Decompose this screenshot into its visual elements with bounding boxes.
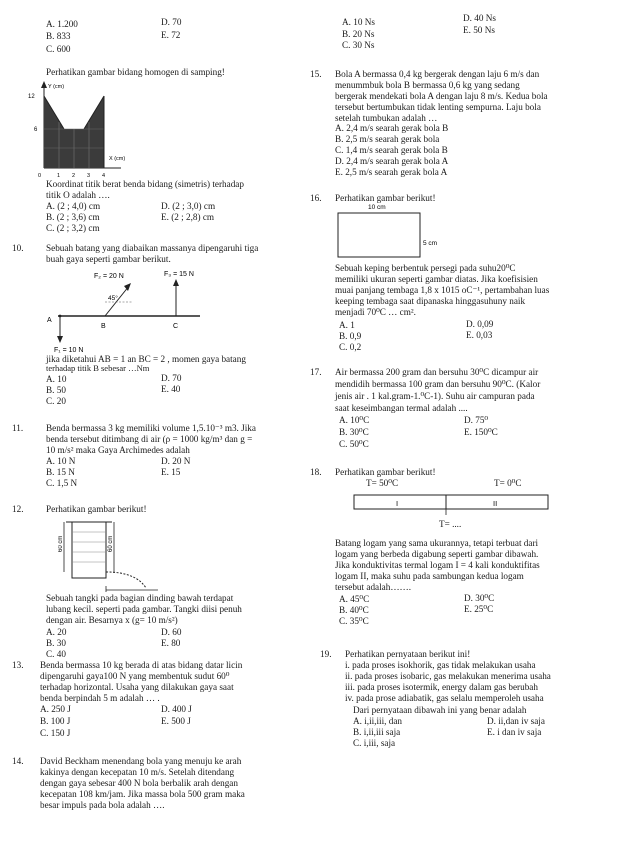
x-tick-4: 4 [102, 173, 106, 179]
q18-option-b: B. 40⁰C [339, 605, 369, 615]
q12-option-e: E. 80 [161, 638, 181, 648]
centroid-option-a: A. (2 ; 4,0) cm [46, 201, 101, 211]
q17-option-c: C. 50⁰C [339, 439, 369, 449]
q13-option-e: E. 500 J [161, 716, 191, 726]
q18-line-1: Batang logam yang sama ukurannya, tetapi terbuat dari [335, 538, 539, 548]
q12-line-1: Sebuah tangki pada bagian dinding bawah terdapat [46, 593, 234, 603]
q12-line-2: lubang kecil. seperti pada gambar. Tangki diisi penuh [46, 604, 242, 614]
plate-height-label: 5 cm [423, 240, 438, 247]
q13-option-a: A. 250 J [40, 704, 71, 714]
x-tick-2: 2 [72, 173, 76, 179]
q15-line-5: setelah tumbukan adalah … [335, 113, 438, 123]
q18-option-d: D. 30⁰C [464, 593, 495, 603]
prev-left-option-c: C. 600 [46, 44, 71, 54]
q15-option-e: E. 2,5 m/s searah gerak bola A [335, 167, 448, 177]
q10-option-e: E. 40 [161, 384, 181, 394]
q16-option-d: D. 0,09 [466, 319, 494, 329]
q16-line-2: memiliki ukuran seperti gambar diatas. Jika koefisisien [335, 274, 538, 284]
q16-stem: Perhatikan gambar berikut! [335, 193, 436, 203]
q13-line-3: terhadap horizontal. Usaha yang dilakukan gaya saat [40, 682, 234, 692]
q17-line-2: mendidih bermassa 100 gram dan bersuhu 90⁰C. (Kalor [335, 379, 541, 389]
q11-option-e: E. 15 [161, 467, 181, 477]
q13-number: 13. [12, 660, 24, 670]
y-tick-6: 6 [34, 127, 38, 133]
q10-option-d: D. 70 [161, 373, 182, 383]
q16-line-1: Sebuah keping berbentuk persegi pada suhu20⁰C [335, 263, 516, 273]
q12-option-b: B. 30 [46, 638, 66, 648]
q12-option-c: C. 40 [46, 649, 66, 659]
q15-line-1: Bola A bermassa 0,4 kg bergerak dengan laju 6 m/s dan [335, 69, 540, 79]
q10-line-4: terhadap titik B sebesar …Nm [46, 363, 150, 373]
q10-line-2: buah gaya seperti gambar berikut. [46, 254, 171, 264]
q10-option-a: A. 10 [46, 374, 67, 384]
centroid-option-b: B. (2 ; 3,6) cm [46, 212, 100, 222]
centroid-question-stem: Perhatikan gambar bidang homogen di samping! [46, 67, 225, 77]
q16-line-4: keeping tembaga saat dipanaska hinggasuhuny naik [335, 296, 526, 306]
prev-left-option-a: A. 1.200 [46, 19, 78, 29]
q17-line-4: saat keseimbangan termal adalah .... [335, 403, 468, 413]
force-f1-label: F₁ = 10 N [54, 347, 84, 354]
y-tick-12: 12 [28, 94, 35, 100]
dimension-label-left: 60 cm [58, 535, 64, 552]
q15-line-2: menummbuk bola B bermassa 0,6 kg yang sedang [335, 80, 520, 90]
q14-line-5: besar impuls pada bola adalah …. [40, 800, 165, 810]
q13-option-d: D. 400 J [161, 704, 192, 714]
q19-option-e: E. i dan iv saja [487, 727, 542, 737]
q15-option-d: D. 2,4 m/s searah gerak bola A [335, 156, 449, 166]
q14-line-3: dengan gaya sebesar 400 N bola berbalik arah dengan [40, 778, 238, 788]
q19-line-3: iii. pada proses isotermik, energy dalam gas berubah [345, 682, 538, 692]
q16-option-b: B. 0,9 [339, 331, 362, 341]
q18-line-3: Jika konduktivitas termal logam I = 4 kali konduktifitas [335, 560, 540, 570]
q12-number: 12. [12, 504, 24, 514]
q19-option-b: B. i,ii,iii saja [353, 727, 401, 737]
q17-line-3: jenis air . 1 kal.gram-1.⁰C-1). Suhu air campuran pada [335, 391, 535, 401]
q10-option-c: C. 20 [46, 396, 66, 406]
q15-option-a: A. 2,4 m/s searah gerak bola B [335, 123, 449, 133]
y-axis-label: Y (cm) [48, 84, 65, 90]
q11-line-3: 10 m/s² maka Gaya Archimedes adalah [46, 445, 190, 455]
q17-option-e: E. 150⁰C [464, 427, 498, 437]
plate-width-label: 10 cm [368, 204, 386, 211]
q10-number: 10. [12, 243, 24, 253]
centroid-figure [26, 78, 138, 180]
q16-option-e: E. 0,03 [466, 330, 493, 340]
q12-option-d: D. 60 [161, 627, 182, 637]
q19-option-a: A. i,ii,iii, dan [353, 716, 402, 726]
prev-left-option-e: E. 72 [161, 30, 181, 40]
prev-right-option-a: A. 10 Ns [342, 17, 375, 27]
q19-line-4: iv. pada prose adiabatik, gas selalu memperoleh usaha [345, 693, 544, 703]
q19-option-d: D. ii,dan iv saja [487, 716, 545, 726]
x-tick-0: 0 [38, 173, 42, 179]
q11-line-2: benda tersebut ditimbang di air (ρ = 1000 kg/m³ dan g = [46, 434, 253, 444]
q18-option-e: E. 25⁰C [464, 604, 494, 614]
q13-line-4: benda berpindah 5 m adalah … . [40, 693, 160, 703]
q18-option-c: C. 35⁰C [339, 616, 369, 626]
q18-line-2: logam yang berbeda digabung seperti gambar dibawah. [335, 549, 539, 559]
q19-option-c: C. i,iii, saja [353, 738, 396, 748]
q19-number: 19. [320, 649, 332, 659]
force-f2-label: F₂ = 20 N [94, 273, 124, 280]
q16-number: 16. [310, 193, 322, 203]
q15-line-4: tersebut bertumbukan tidak lenting sempurna. Laju bola [335, 102, 541, 112]
x-tick-3: 3 [87, 173, 91, 179]
q12-tank-figure [58, 518, 188, 594]
q17-option-b: B. 30⁰C [339, 427, 369, 437]
q12-line-3: dengan air. Besarnya x (g= 10 m/s²) [46, 615, 178, 625]
q12-stem: Perhatikan gambar berikut! [46, 504, 147, 514]
q18-number: 18. [310, 467, 322, 477]
q11-option-c: C. 1,5 N [46, 478, 78, 488]
q16-line-5: menjadi 70⁰C … cm². [335, 307, 416, 317]
q13-option-c: C. 150 J [40, 728, 71, 738]
rod-label-ii: II [493, 499, 498, 508]
q19-line-1: i. pada proses isokhorik, gas tidak melakukan usaha [345, 660, 536, 670]
prev-left-option-d: D. 70 [161, 17, 182, 27]
centroid-text-1: Koordinat titik berat benda bidang (simetris) terhadap [46, 179, 244, 189]
angle-label: 45° [108, 295, 118, 302]
q18-junction-temp: T= .... [439, 519, 462, 529]
q13-option-b: B. 100 J [40, 716, 71, 726]
dimension-label-right: 60 cm [108, 535, 114, 552]
q18-option-a: A. 45⁰C [339, 594, 370, 604]
prev-right-option-e: E. 50 Ns [463, 25, 495, 35]
centroid-option-e: E. (2 ; 2,8) cm [161, 212, 215, 222]
q14-number: 14. [12, 756, 24, 766]
x-axis-label: X (cm) [109, 156, 126, 162]
q19-stem: Perhatikan pernyataan berikut ini! [345, 649, 471, 659]
x-tick-1: 1 [57, 173, 61, 179]
point-b-label: B [101, 323, 106, 330]
q17-number: 17. [310, 367, 322, 377]
q15-number: 15. [310, 69, 322, 79]
q11-option-d: D. 20 N [161, 456, 191, 466]
q18-temp-left: T= 50⁰C [366, 478, 399, 488]
q15-option-b: B. 2,5 m/s searah gerak bola [335, 134, 440, 144]
q11-option-b: B. 15 N [46, 467, 75, 477]
q10-line-1: Sebuah batang yang diabaikan massanya dipengaruhi tiga [46, 243, 259, 253]
prev-left-option-b: B. 833 [46, 31, 71, 41]
centroid-option-c: C. (2 ; 3,2) cm [46, 223, 100, 233]
point-c-label: C [173, 323, 179, 330]
force-f3-label: F₃ = 15 N [164, 271, 194, 278]
q15-line-3: bergerak mendekati bola A dengan laju 8 m/s. Kedua bola [335, 91, 548, 101]
q11-number: 11. [12, 423, 24, 433]
prev-right-option-b: B. 20 Ns [342, 29, 375, 39]
q16-option-c: C. 0,2 [339, 342, 362, 352]
q18-line-4: logam II, maka suhu pada sambungan kedua logam [335, 571, 524, 581]
q18-temp-right: T= 0⁰C [494, 478, 522, 488]
q14-line-1: David Beckham menendang bola yang menuju ke arah [40, 756, 242, 766]
q17-option-a: A. 10⁰C [339, 415, 370, 425]
q16-line-3: muai panjang tembaga 1,8 x 1015 oC⁻¹, pertambahan luas [335, 285, 550, 295]
q18-stem: Perhatikan gambar berikut! [335, 467, 436, 477]
q16-option-a: A. 1 [339, 320, 355, 330]
q17-line-1: Air bermassa 200 gram dan bersuhu 30⁰C dicampur air [335, 367, 539, 377]
q19-line-5: Dari pernyataan dibawah ini yang benar adalah [353, 705, 527, 715]
q14-line-2: kakinya dengan kecepatan 10 m/s. Setelah ditendang [40, 767, 235, 777]
q13-line-1: Benda bermassa 10 kg berada di atas bidang datar licin [40, 660, 243, 670]
q17-option-d: D. 75⁰ [464, 415, 489, 425]
q19-line-2: ii. pada proses isobaric, gas melakukan menerima usaha [345, 671, 551, 681]
q18-rods-figure [350, 491, 560, 521]
q16-plate-figure [330, 201, 450, 261]
q10-line-3: jika diketahui AB = 1 an BC = 2 , momen gaya batang [46, 354, 246, 364]
q10-force-figure [44, 264, 274, 354]
prev-right-option-c: C. 30 Ns [342, 40, 375, 50]
q11-option-a: A. 10 N [46, 456, 76, 466]
centroid-text-2: titik O adalah …. [46, 190, 110, 200]
q15-option-c: C. 1,4 m/s searah gerak bola B [335, 145, 448, 155]
q13-line-2: dipengaruhi gaya100 N yang membentuk sudut 60⁰ [40, 671, 230, 681]
point-a-label: A [47, 317, 52, 324]
q18-line-5: tersebut adalah……. [335, 582, 412, 592]
centroid-option-d: D. (2 ; 3,0) cm [161, 201, 216, 211]
rod-label-i: I [396, 499, 399, 508]
q11-line-1: Benda bermassa 3 kg memiliki volume 1,5.10⁻³ m3. Jika [46, 423, 256, 433]
q10-option-b: B. 50 [46, 385, 66, 395]
prev-right-option-d: D. 40 Ns [463, 13, 496, 23]
q14-line-4: kecepatan 108 km/jam. Jika massa bola 500 gram maka [40, 789, 245, 799]
q12-option-a: A. 20 [46, 627, 67, 637]
